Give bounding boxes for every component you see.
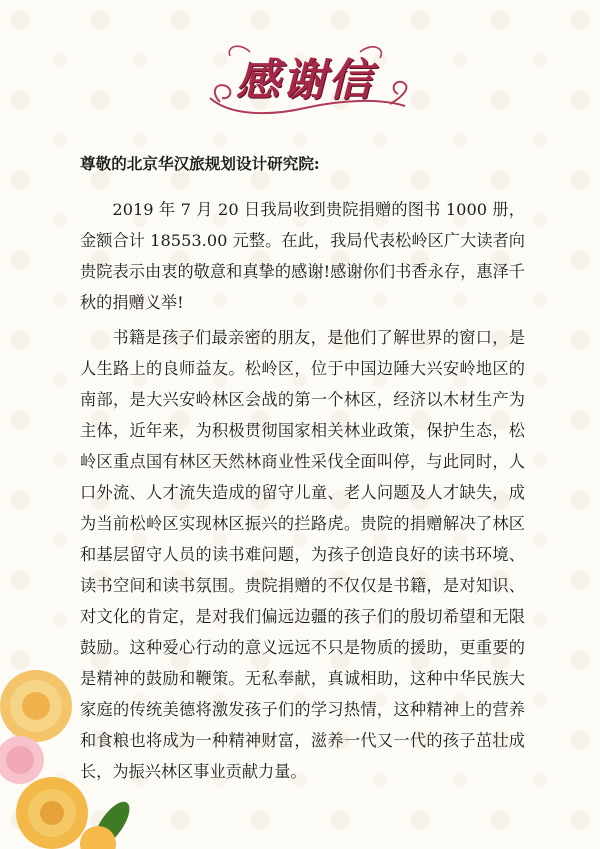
title-banner bbox=[190, 38, 420, 118]
paragraph-donation-receipt: 2019 年 7 月 20 日我局收到贵院捐赠的图书 1000 册，金额合计 18553.00 元整。在此，我局代表松岭区广大读者向贵院表示由衷的敬意和真挚的感谢!感谢你们书香永存，惠泽千秋的捐赠义举! bbox=[80, 200, 525, 312]
letter-title: 感谢信 bbox=[236, 55, 374, 106]
peony-flowers-decoration bbox=[0, 648, 150, 849]
paragraph-gratitude-details: 书籍是孩子们最亲密的朋友，是他们了解世界的窗口，是人生路上的良师益友。松岭区，位于中国边陲大兴安岭地区的南部，是大兴安岭林区会战的第一个林区，经济以木材生产为主体，近年来，为积极贯彻国家相关林业政策，保护生态，松岭区重点国有林区天然林商业性采伐全面叫停，与此同时，人口外流、人才流失造成的留守儿童、老人问题及人才缺失，成为当前松岭区实现林区振兴的拦路虎。贵院的捐赠解决了林区和基层留守人员的读书难问题，为孩子创造良好的读书环境、读书空间和读书氛围。贵院捐赠的不仅仅是书籍，是对知识、对文化的肯定，是对我们偏远边疆的孩子们的殷切希望和无限鼓励。这种爱心行动的意义远远不只是物质的援助，更重要的是精神的鼓励和鞭策。无私奉献，真诚相助，这种中华民族大家庭的传统美德将激发孩子们的学习热情，这种精神上的营养和食粮也将成为一种精神财富，滋养一代又一代的孩子茁壮成长，为振兴林区事业贡献力量。 bbox=[80, 328, 525, 781]
salutation: 尊敬的北京华汉旅规划设计研究院: bbox=[80, 154, 320, 173]
